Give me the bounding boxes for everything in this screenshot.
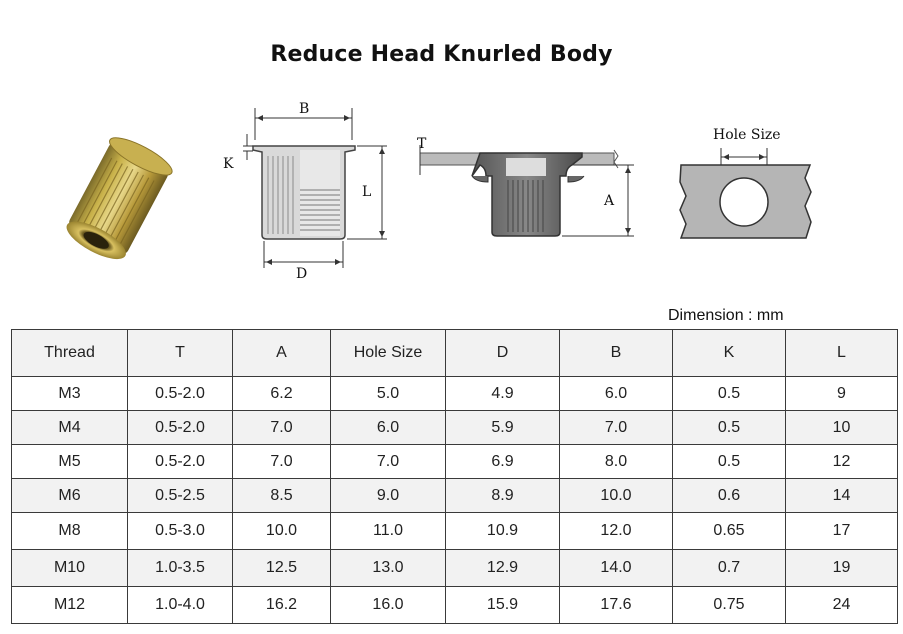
cell-a: 7.0	[233, 411, 331, 445]
cell-l: 10	[786, 411, 898, 445]
cell-a: 8.5	[233, 479, 331, 513]
cell-d: 4.9	[446, 377, 560, 411]
cell-t: 0.5-3.0	[128, 513, 233, 550]
cell-d: 10.9	[446, 513, 560, 550]
cell-k: 0.65	[673, 513, 786, 550]
cell-a: 16.2	[233, 587, 331, 624]
cell-k: 0.5	[673, 445, 786, 479]
cell-b: 14.0	[560, 550, 673, 587]
cell-d: 12.9	[446, 550, 560, 587]
cell-l: 24	[786, 587, 898, 624]
table-header-row	[12, 330, 898, 377]
header-a: A	[233, 330, 331, 377]
cell-hole-size: 16.0	[331, 587, 446, 624]
cell-k: 0.5	[673, 377, 786, 411]
cell-t: 1.0-4.0	[128, 587, 233, 624]
cell-d: 8.9	[446, 479, 560, 513]
installed-diagram	[417, 136, 634, 236]
table-row	[12, 377, 898, 411]
cell-thread: M8	[12, 513, 128, 550]
header-t: T	[128, 330, 233, 377]
header-l: L	[786, 330, 898, 377]
label-k: K	[223, 156, 234, 172]
cell-t: 0.5-2.0	[128, 377, 233, 411]
header-d: D	[446, 330, 560, 377]
cell-a: 12.5	[233, 550, 331, 587]
cell-thread: M3	[12, 377, 128, 411]
table-row	[12, 479, 898, 513]
section-diagram	[223, 101, 387, 282]
cell-k: 0.6	[673, 479, 786, 513]
cell-thread: M6	[12, 479, 128, 513]
cell-hole-size: 11.0	[331, 513, 446, 550]
label-l: L	[362, 184, 372, 200]
cell-k: 0.75	[673, 587, 786, 624]
cell-b: 10.0	[560, 479, 673, 513]
cell-hole-size: 5.0	[331, 377, 446, 411]
cell-t: 0.5-2.5	[128, 479, 233, 513]
table-row	[12, 513, 898, 550]
header-hole-size: Hole Size	[331, 330, 446, 377]
cell-hole-size: 6.0	[331, 411, 446, 445]
cell-d: 6.9	[446, 445, 560, 479]
cell-k: 0.7	[673, 550, 786, 587]
label-t: T	[417, 136, 427, 152]
cell-thread: M4	[12, 411, 128, 445]
label-a: A	[604, 193, 615, 209]
dimension-unit-note: Dimension : mm	[668, 307, 784, 324]
cell-l: 19	[786, 550, 898, 587]
cell-thread: M10	[12, 550, 128, 587]
cell-b: 7.0	[560, 411, 673, 445]
cell-hole-size: 9.0	[331, 479, 446, 513]
spec-table	[11, 329, 898, 624]
cell-thread: M5	[12, 445, 128, 479]
table-row	[12, 445, 898, 479]
cell-a: 10.0	[233, 513, 331, 550]
table-row	[12, 587, 898, 624]
header-thread: Thread	[12, 330, 128, 377]
cell-d: 15.9	[446, 587, 560, 624]
cell-a: 7.0	[233, 445, 331, 479]
cell-l: 14	[786, 479, 898, 513]
label-b: B	[299, 101, 310, 117]
cell-b: 8.0	[560, 445, 673, 479]
rivet-nut-photo	[60, 131, 177, 267]
cell-thread: M12	[12, 587, 128, 624]
cell-hole-size: 7.0	[331, 445, 446, 479]
cell-t: 1.0-3.5	[128, 550, 233, 587]
cell-l: 9	[786, 377, 898, 411]
cell-l: 12	[786, 445, 898, 479]
table-row	[12, 550, 898, 587]
cell-d: 5.9	[446, 411, 560, 445]
table-row	[12, 411, 898, 445]
label-hole-size: Hole Size	[713, 127, 781, 143]
page-title: Reduce Head Knurled Body	[270, 42, 613, 67]
cell-t: 0.5-2.0	[128, 411, 233, 445]
cell-a: 6.2	[233, 377, 331, 411]
label-d: D	[296, 266, 308, 282]
cell-b: 6.0	[560, 377, 673, 411]
cell-k: 0.5	[673, 411, 786, 445]
cell-l: 17	[786, 513, 898, 550]
cell-b: 17.6	[560, 587, 673, 624]
cell-hole-size: 13.0	[331, 550, 446, 587]
product-illustrations	[0, 90, 903, 290]
cell-b: 12.0	[560, 513, 673, 550]
cell-t: 0.5-2.0	[128, 445, 233, 479]
header-k: K	[673, 330, 786, 377]
header-b: B	[560, 330, 673, 377]
hole-size-diagram	[680, 127, 811, 238]
